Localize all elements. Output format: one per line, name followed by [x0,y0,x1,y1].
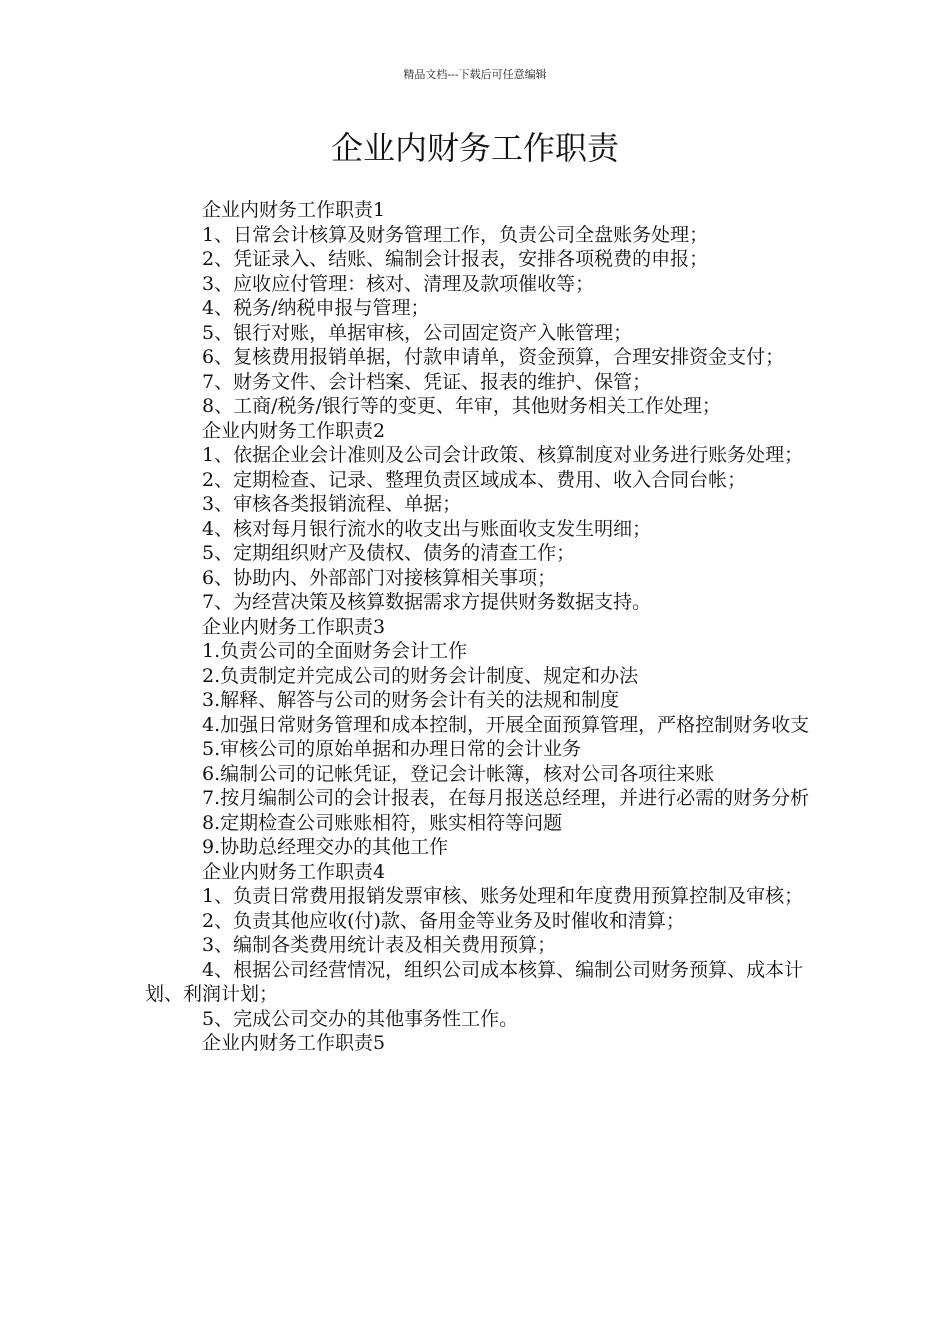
duty-item: 1.负责公司的全面财务会计工作 [202,640,468,662]
duty-item: 3.解释、解答与公司的财务会计有关的法规和制度 [202,689,620,711]
duty-item: 8、工商/税务/银行等的变更、年审，其他财务相关工作处理； [202,395,721,417]
duty-item: 3、编制各类费用统计表及相关费用预算； [202,934,557,956]
duty-item: 6、协助内、外部部门对接核算相关事项； [202,566,557,589]
duty-item: 6.编制公司的记帐凭证，登记会计帐簿，核对公司各项往来账 [202,762,715,785]
document-body [145,198,810,1056]
duty-item: 1、日常会计核算及财务管理工作，负责公司全盘账务处理； [202,223,709,246]
duty-item: 8.定期检查公司账账相符，账实相符等问题 [202,811,563,834]
duty-item: 2、凭证录入、结账、编制会计报表，安排各项税费的申报； [202,248,709,270]
duty-item: 1、负责日常费用报销发票审核、账务处理和年度费用预算控制及审核； [202,885,804,907]
section-heading: 企业内财务工作职责4 [202,860,386,883]
duty-item: 7、为经营决策及核算数据需求方提供财务数据支持。 [202,591,652,613]
duty-item: 2、定期检查、记录、整理负责区域成本、费用、收入合同台帐； [202,468,747,491]
document-title: 企业内财务工作职责 [330,129,619,167]
duty-item: 2.负责制定并完成公司的财务会计制度、规定和办法 [202,664,639,687]
duty-item: 4、根据公司经营情况，组织公司成本核算、编制公司财务预算、成本计划、利润计划； [145,958,804,1005]
duty-item: 1、依据企业会计准则及公司会计政策、核算制度对业务进行账务处理； [202,444,804,466]
duty-item: 4、核对每月银行流水的收支出与账面收支发生明细； [202,517,652,540]
duty-item: 9.协助总经理交办的其他工作 [202,836,449,858]
duty-item: 3、应收应付管理：核对、清理及款项催收等； [202,272,595,295]
section-heading: 企业内财务工作职责5 [202,1032,386,1054]
section-heading: 企业内财务工作职责2 [202,419,386,442]
section-heading: 企业内财务工作职责1 [202,199,386,221]
duty-item: 5.审核公司的原始单据和办理日常的会计业务 [202,738,582,760]
page-header: 精品文档---下载后可任意编辑 [403,68,547,81]
duty-item: 7、财务文件、会计档案、凭证、报表的维护、保管； [202,370,652,393]
duty-item: 2、负责其他应收(付)款、备用金等业务及时催收和清算； [202,909,685,932]
section-heading: 企业内财务工作职责3 [202,615,386,638]
duty-item: 5、完成公司交办的其他事务性工作。 [202,1007,519,1030]
duty-item: 4、税务/纳税申报与管理； [202,297,430,319]
duty-item: 5、定期组织财产及债权、债务的清查工作； [202,542,576,564]
duty-item: 4.加强日常财务管理和成本控制，开展全面预算管理，严格控制财务收支 [202,713,810,736]
duty-item: 3、审核各类报销流程、单据； [202,493,462,515]
duty-item: 5、银行对账，单据审核，公司固定资产入帐管理； [202,321,633,344]
duty-item: 6、复核费用报销单据，付款申请单，资金预算，合理安排资金支付； [202,346,785,368]
duty-item: 7.按月编制公司的会计报表，在每月报送总经理，并进行必需的财务分析 [202,787,810,809]
